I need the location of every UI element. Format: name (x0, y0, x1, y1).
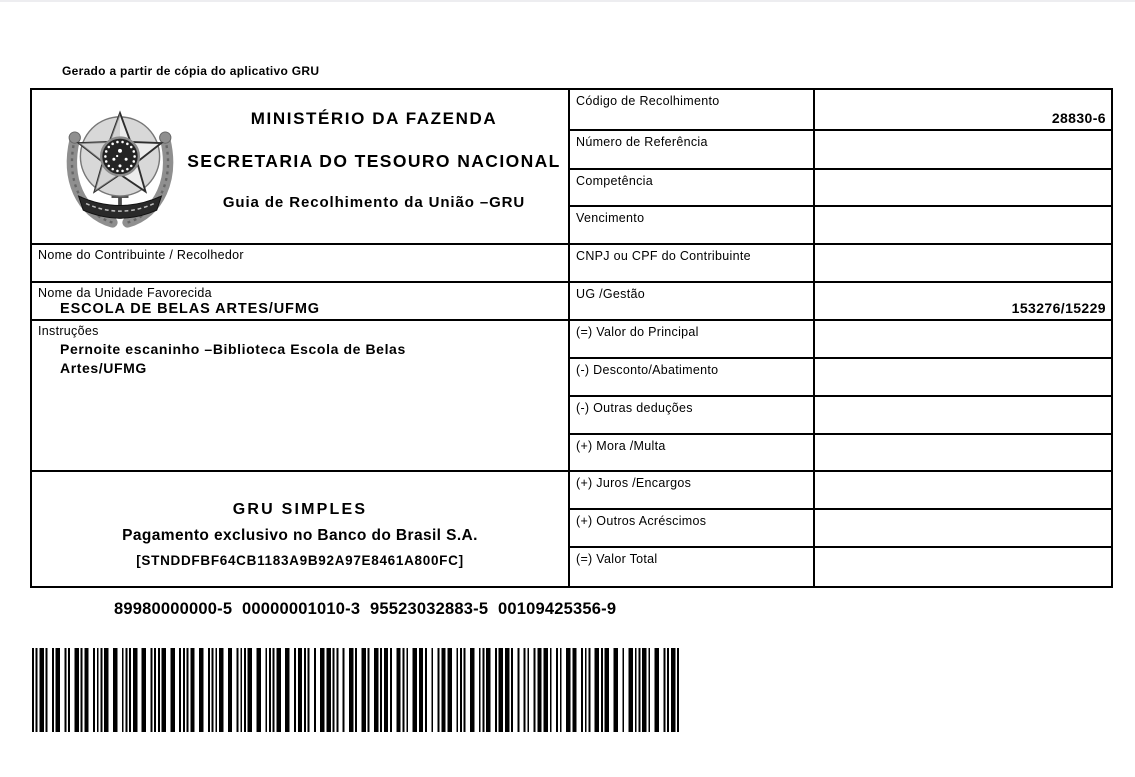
label-text: (=) Valor do Principal (576, 325, 699, 339)
barcode-itf-icon (32, 648, 679, 732)
field-value-valor-total (813, 546, 1111, 586)
form-header (32, 90, 568, 243)
field-value-desconto-abatimento (813, 357, 1111, 395)
label-text: Competência (576, 174, 653, 188)
field-nome-contribuinte (32, 243, 568, 281)
label-text: (+) Juros /Encargos (576, 476, 692, 490)
generated-note: Gerado a partir de cópia do aplicativo GRU (62, 64, 320, 78)
field-value-ug-gestao (813, 281, 1111, 319)
field-label-valor-total (568, 546, 813, 586)
field-value-juros-encargos (813, 470, 1111, 508)
field-value: Pernoite escaninho –Biblioteca Escola de Belas Artes/UFMG (60, 341, 406, 376)
authentication-code: [STNDDFBF64CB1183A9B92A97E8461A800FC] (136, 553, 464, 568)
field-value-vencimento (813, 205, 1111, 243)
label-text: (+) Outros Acréscimos (576, 514, 707, 528)
barcode-digitable-line: 89980000000-5 00000001010-3 95523032883-5 00109425356-9 (114, 600, 617, 618)
field-label-cnpj-cpf (568, 243, 813, 281)
field-value-cnpj-cpf (813, 243, 1111, 281)
field-value-numero-referencia (813, 129, 1111, 168)
field-label-ug-gestao (568, 281, 813, 319)
value-text: 28830-6 (1051, 110, 1106, 126)
field-label-juros-encargos (568, 470, 813, 508)
field-value-mora-multa (813, 433, 1111, 470)
field-label-vencimento (568, 205, 813, 243)
field-value-outros-acrescimos (813, 508, 1111, 546)
ministry-title: MINISTÉRIO DA FAZENDA (250, 109, 498, 128)
barcode (32, 648, 679, 732)
field-label-valor-principal (568, 319, 813, 357)
field-label-codigo-recolhimento (568, 90, 813, 129)
label-text: CNPJ ou CPF do Contribuinte (576, 249, 751, 263)
field-label: Instruções (38, 324, 99, 338)
gru-form-table (30, 88, 1113, 588)
field-nome-unidade-favorecida (32, 281, 568, 319)
label-text: (-) Desconto/Abatimento (576, 363, 719, 377)
field-label: Nome do Contribuinte / Recolhedor (38, 248, 244, 262)
gru-type-title: GRU SIMPLES (232, 501, 368, 518)
field-value-valor-principal (813, 319, 1111, 357)
field-label-mora-multa (568, 433, 813, 470)
field-label-numero-referencia (568, 129, 813, 168)
page-top-edge (0, 0, 1135, 2)
field-label-desconto-abatimento (568, 357, 813, 395)
field-label-outros-acrescimos (568, 508, 813, 546)
label-text: Número de Referência (576, 135, 708, 149)
field-label: Nome da Unidade Favorecida (38, 286, 212, 300)
bank-exclusive-note: Pagamento exclusivo no Banco do Brasil S.A. (122, 527, 478, 544)
field-instrucoes (32, 319, 568, 470)
secretariat-title: SECRETARIA DO TESOURO NACIONAL (187, 151, 561, 171)
label-text: (-) Outras deduções (576, 401, 693, 415)
field-value-outras-deducoes (813, 395, 1111, 433)
value-text: 153276/15229 (1011, 300, 1106, 316)
label-text: (=) Valor Total (576, 552, 658, 566)
field-label-competencia (568, 168, 813, 205)
label-text: (+) Mora /Multa (576, 439, 666, 453)
label-text: Vencimento (576, 211, 645, 225)
label-text: Código de Recolhimento (576, 94, 720, 108)
label-text: UG /Gestão (576, 287, 645, 301)
field-value-competencia (813, 168, 1111, 205)
form-title: Guia de Recolhimento da União –GRU (222, 194, 526, 211)
field-label-outras-deducoes (568, 395, 813, 433)
field-value-codigo-recolhimento (813, 90, 1111, 129)
brazil-coat-of-arms-icon (54, 95, 186, 233)
payment-type-block (32, 470, 568, 586)
field-value: ESCOLA DE BELAS ARTES/UFMG (60, 301, 320, 317)
